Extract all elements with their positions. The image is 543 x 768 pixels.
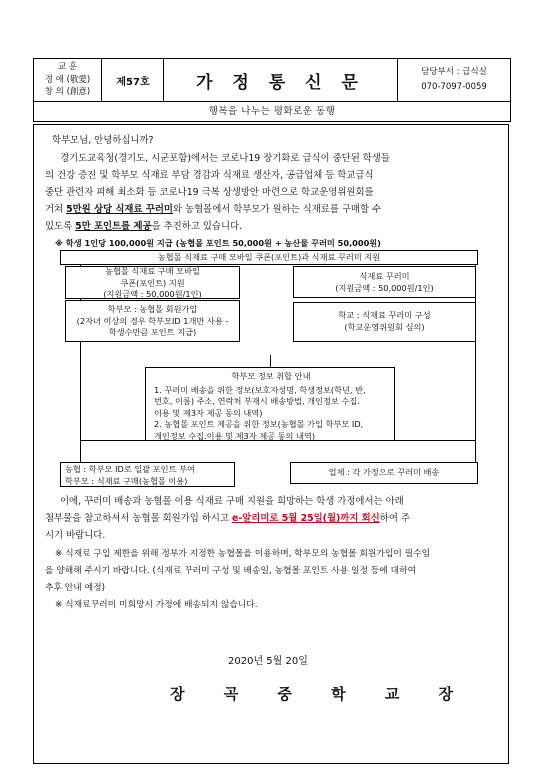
- closing-line: [45, 510, 410, 527]
- text-line: 2. 농협몰 포인트 제공을 위한 정보(농협몰 가입 학부모 ID,: [154, 419, 364, 429]
- vendor-delivery-text: 업체 : 각 가정으로 꾸러미 배송: [328, 467, 440, 477]
- note-line: ※ 식재료 구입 제한을 위해 정부가 지정한 농협몰을 이용하며, 학부모의 농협몰 회원가입이 필수임: [55, 549, 431, 559]
- paragraph-line: 경기도교육청(경기도, 시군포함)에서는 코로나19 장기화로 급식이 중단된 학생들: [60, 153, 390, 164]
- greeting: 학부모님, 안녕하십니까?: [52, 135, 154, 146]
- box-text: [65, 464, 195, 487]
- text-line: 1. 꾸러미 배송을 위한 정보(보호자성명, 학생정보(학년, 반,: [154, 384, 366, 395]
- text-line: 이용 및 제3자 제공 동의 내역): [154, 407, 263, 418]
- paragraph-line: 중단 관련자 피해 최소화 등 코로나19 극복 상생방안 마련으로 학교운영위원회를: [45, 187, 374, 198]
- text-line: (지원금액 : 50,000원/1인): [335, 282, 434, 293]
- contact-info: [398, 59, 510, 101]
- text-run: 와 농협몰에서 학부모가 원하는 식재료를 구매할 수: [172, 204, 382, 215]
- connector-line: [270, 355, 271, 367]
- text-run: 을 추진하고 있습니다.: [151, 221, 243, 232]
- box-text: [294, 310, 475, 333]
- text-run: 하여 주: [379, 513, 410, 524]
- amount-note: ※ 학생 1인당 100,000원 지급 (농협몰 포인트 50,000원 + 농산물 꾸러미 50,000원): [55, 238, 381, 248]
- text-line: 농협 : 학부모 ID로 일괄 포인트 부여: [65, 464, 195, 474]
- motto-line-2: 창 의 (創意): [44, 87, 91, 97]
- vendor-delivery-box: [290, 462, 478, 484]
- closing-line: 이에, 꾸러미 배송과 농협몰 이용 식재료 구매 지원을 희망하는 학생 가정에서는 아래: [60, 496, 404, 507]
- food-kit-box: [293, 266, 476, 298]
- issue-date: 2020년 5월 20일: [228, 656, 308, 667]
- text-run: 있도록: [45, 221, 76, 232]
- motto-title: 교 훈: [57, 62, 78, 72]
- reply-deadline: e-알리미로 5월 25일(월)까지 회신: [231, 513, 380, 524]
- text-line: 학부모 : 식재료 구매(농협몰 이용): [65, 475, 188, 486]
- text-line: 학교 : 식재료 꾸러미 구성: [338, 310, 431, 320]
- nonghyup-points-box: [60, 462, 235, 487]
- info-collection-box: [145, 367, 395, 441]
- note-line: 추후 안내 예정): [45, 583, 106, 593]
- text-line: (학교운영위원회 심의): [344, 321, 425, 332]
- slogan: 행복을 나누는 평화로운 동행: [34, 101, 510, 121]
- parent-signup-box: [65, 300, 240, 342]
- note-line: ※ 식재료꾸러미 미희망시 가정에 배송되지 않습니다.: [55, 600, 258, 610]
- box-text: [294, 271, 475, 294]
- box-text: [66, 304, 239, 339]
- text-run: 거쳐: [45, 204, 67, 215]
- paragraph-line: 의 건강 증진 및 학부모 식재료 부담 경감과 식재료 생산자, 공급업체 등 학교급식: [45, 170, 374, 181]
- info-collection-title: 학부모 정보 취합 안내: [231, 371, 311, 381]
- school-motto: [34, 59, 102, 101]
- text-run: 첨부물을 참고하셔서 농협몰 회원가입 하시고: [45, 513, 232, 524]
- paragraph-line: [45, 218, 242, 235]
- closing-line: 시기 바랍니다.: [45, 530, 106, 541]
- text-line: (지원금액 : 50,000원/1인): [103, 289, 202, 299]
- page-title: 가 정 통 신 문: [164, 59, 398, 101]
- principal-signature: 장 곡 중 학 교 장: [170, 685, 471, 703]
- text-line: 쿠폰(포인트) 지원: [120, 277, 185, 288]
- text-line: 개인정보 수집.이용 및 제3자 제공 동의 내역): [154, 430, 316, 441]
- box-text: [154, 371, 388, 442]
- school-kit-box: [293, 302, 476, 342]
- text-line: 식재료 꾸러미: [359, 271, 410, 281]
- box-text: [66, 266, 239, 301]
- text-line: 학생수만큼 포인트 지급): [108, 327, 197, 337]
- support-overview-box: [60, 250, 478, 265]
- highlight-points: 5만 포인트를 제공: [75, 221, 152, 232]
- note-line: 을 양해해 주시기 바랍니다. (식재료 꾸러미 구성 및 배송일, 농협몰 포인트 사용 일정 등에 대하여: [45, 566, 417, 576]
- text-line: 농협몰 식재료 구매 모바일: [105, 266, 200, 276]
- newsletter-header: [33, 58, 511, 122]
- department: 담당부서 : 급식실: [421, 67, 487, 77]
- text-line: (2자녀 이상의 경우 학부모ID 1개만 사용 -: [76, 315, 229, 326]
- paragraph-line: [45, 201, 381, 218]
- text-line: 번호, 이름) 주소, 연락처 부재시 배송방법, 개인정보 수집.: [154, 396, 360, 406]
- phone-number: 070-7097-0059: [421, 82, 487, 92]
- highlight-kit: 5만원 상당 식재료 꾸러미: [66, 204, 173, 215]
- issue-number: 제57호: [103, 59, 164, 101]
- motto-line-1: 경 애 (敬愛): [44, 74, 91, 85]
- text-line: 학부모 : 농협몰 회원가입: [107, 304, 198, 314]
- coupon-support-box: [65, 266, 240, 299]
- support-overview-text: 농협몰 식재료 구매 모바일 쿠폰(포인트)과 식재료 꾸러미 지원: [157, 252, 381, 262]
